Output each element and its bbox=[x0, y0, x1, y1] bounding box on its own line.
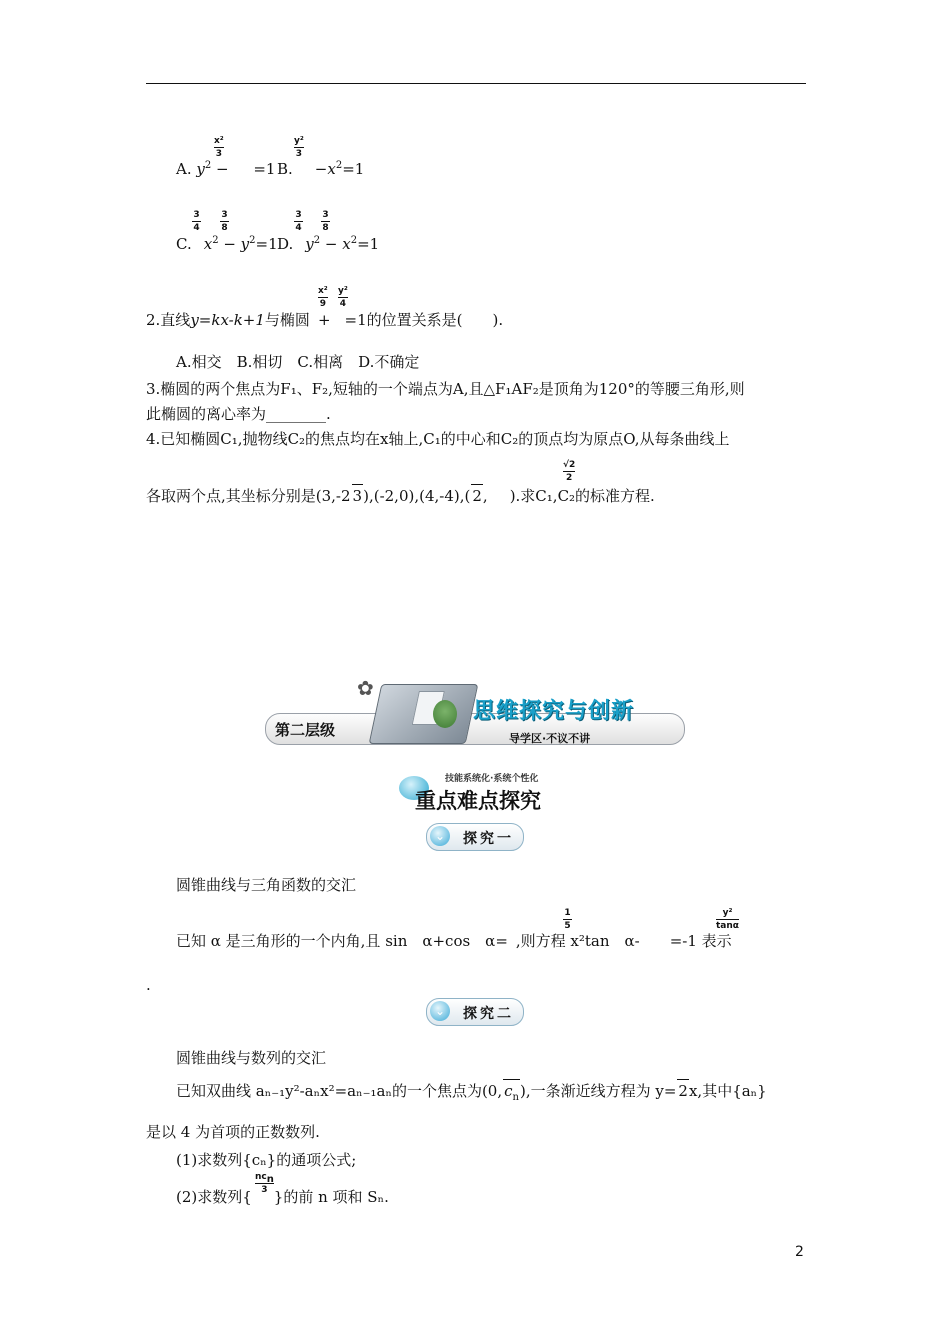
choice-c: C. $x^2 - y^2=1$ bbox=[176, 235, 278, 253]
explore-2-line2: 是以 4 为首项的正数数列. bbox=[146, 1123, 320, 1141]
header-rule bbox=[146, 83, 806, 84]
explore-1-badge bbox=[426, 823, 524, 851]
choice-d-fraction-1: 3 4 bbox=[295, 210, 302, 233]
chevron-down-icon: ⌄ bbox=[430, 826, 450, 846]
section-banner bbox=[265, 676, 685, 752]
explore-1-fraction-1-5: 1 5 bbox=[564, 908, 571, 931]
book-icon bbox=[369, 684, 479, 744]
q4-fraction-sqrt2-over-2: √2 2 bbox=[563, 460, 576, 483]
chevron-down-icon: ⌄ bbox=[430, 1001, 450, 1021]
explore-2-badge bbox=[426, 998, 524, 1026]
choice-c-fraction-1: 3 4 bbox=[193, 210, 200, 233]
explore-2-heading: 圆锥曲线与数列的交汇 bbox=[176, 1049, 327, 1067]
choice-b-fraction: y² 3 bbox=[294, 136, 304, 159]
explore-2-subq-1: (1)求数列{cₙ}的通项公式; bbox=[176, 1151, 357, 1169]
choice-d-fraction-2: 3 8 bbox=[322, 210, 329, 233]
explore-1-fraction-y2-tan: y² tanα bbox=[716, 908, 739, 931]
question-2: 2.直线y=kx-k+1与椭圆 + =1的位置关系是( ). bbox=[146, 311, 504, 329]
question-4-line1: 4.已知椭圆C₁,抛物线C₂的焦点均在x轴上,C₁的中心和C₂的顶点均为原点O,从每条曲线上 bbox=[146, 430, 730, 448]
question-3-line1: 3.椭圆的两个焦点为F₁、F₂,短轴的一个端点为A,且△F₁AF₂是顶角为120°的等腰三角形,则 bbox=[146, 380, 745, 398]
choice-a: A. $y^2 - =1$ bbox=[176, 160, 276, 178]
choice-b: B. $-x^2=1$ bbox=[277, 160, 365, 178]
explore-2-label: 探究二 bbox=[463, 1006, 514, 1022]
keypoints-tagline: 技能系统化·系统个性化 bbox=[445, 774, 539, 784]
butterfly-icon: ✿ bbox=[357, 676, 374, 700]
q2-fraction-x: x² 9 bbox=[318, 286, 328, 309]
q2-fraction-y: y² 4 bbox=[338, 286, 348, 309]
banner-level: 第二层级 bbox=[275, 721, 336, 739]
choice-a-fraction: x² 3 bbox=[214, 136, 224, 159]
keypoints-title: 重点难点探究 bbox=[415, 789, 541, 813]
explore-1-line1: 已知 α 是三角形的一个内角,且 sin α+cos α= ,则方程 x²tan α- =-1 表示 bbox=[176, 932, 732, 950]
banner-subtitle: 导学区·不议不讲 bbox=[509, 732, 591, 745]
question-4-line2: 各取两个点,其坐标分别是(3,-2 3),(-2,0),(4,-4),( 2, ).求C₁,C₂的标准方程. bbox=[146, 484, 655, 507]
explore-1-heading: 圆锥曲线与三角函数的交汇 bbox=[176, 876, 357, 894]
explore-1-line2: . bbox=[146, 976, 151, 994]
explore-2-line1: 已知双曲线 aₙ₋₁y²-aₙx²=aₙ₋₁aₙ的一个焦点为(0, $c_n$),一条渐近线方程为 y= 2x,其中{aₙ} bbox=[176, 1079, 767, 1102]
plant-icon bbox=[433, 700, 457, 728]
explore-2-subq-2: (2)求数列{ }的前 n 项和 Sₙ. bbox=[176, 1188, 389, 1206]
explore-2-fraction-ncn-3: $nc_n$ 3 bbox=[255, 1172, 274, 1195]
question-2-options: A.相交 B.相切 C.相离 D.不确定 bbox=[176, 353, 420, 371]
banner-title: 思维探究与创新 bbox=[473, 699, 635, 724]
choice-c-fraction-2: 3 8 bbox=[221, 210, 228, 233]
choice-d: D. $y^2 - x^2=1$ bbox=[277, 235, 380, 253]
explore-1-label: 探究一 bbox=[463, 831, 514, 847]
question-3-line2: 此椭圆的离心率为________. bbox=[146, 405, 331, 423]
page-number: 2 bbox=[795, 1244, 804, 1260]
